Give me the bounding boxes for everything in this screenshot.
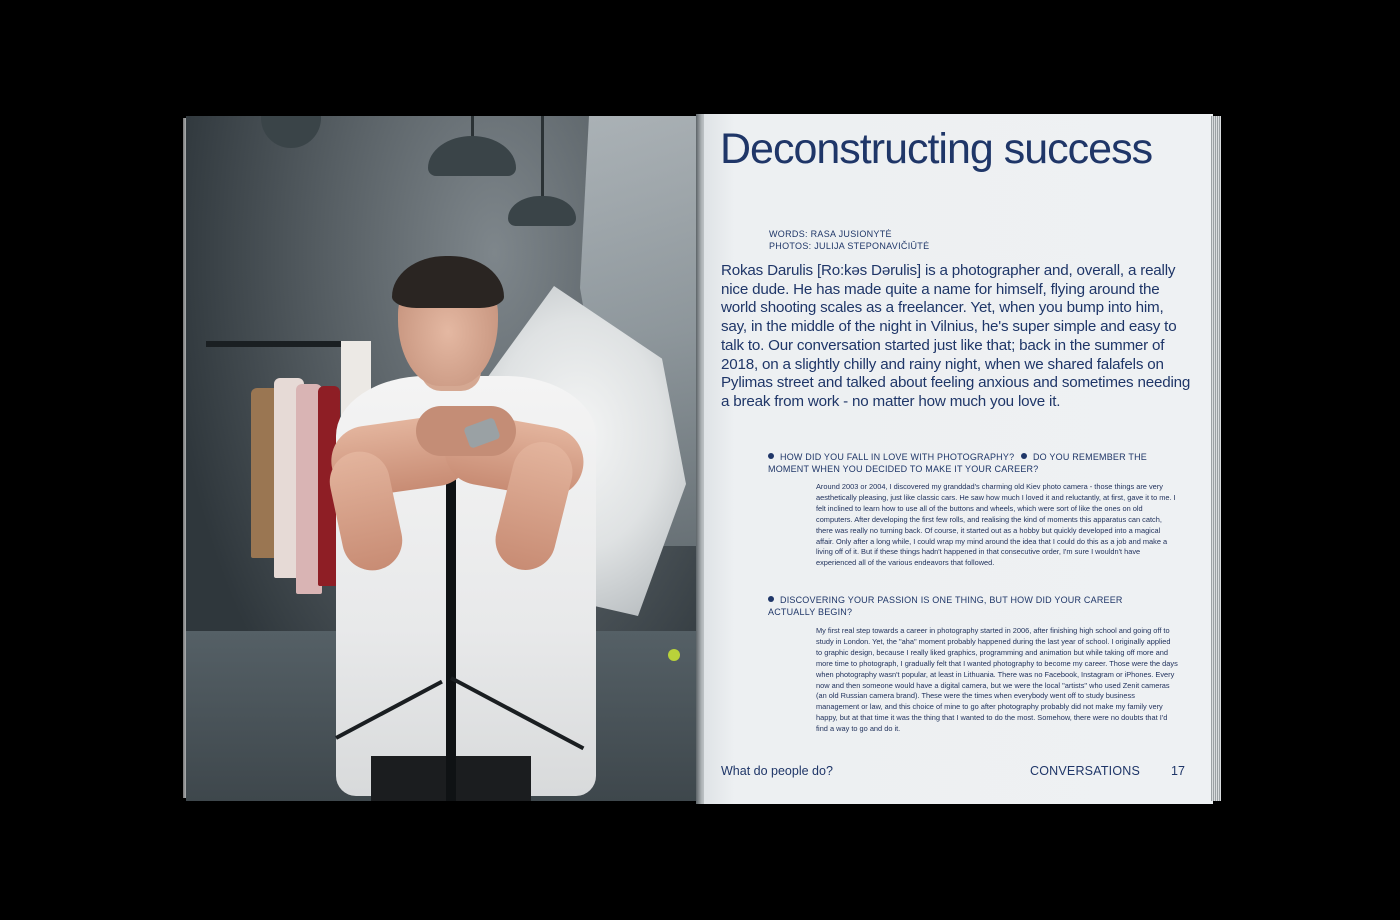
credit-photos: PHOTOS: JULIJA STEPONAVIČIŪTĖ [769,241,930,251]
article-headline: Deconstructing success [720,125,1153,173]
portrait-photo [186,116,700,801]
bullet-dot-icon [768,596,774,602]
credit-words: WORDS: RASA JUSIONYTĖ [769,229,892,239]
question-text: DO YOU REMEMBER THE MOMENT WHEN YOU DECIDED TO MAKE IT YOUR CAREER? [768,452,1147,474]
article-page [704,114,1213,804]
question-text: HOW DID YOU FALL IN LOVE WITH PHOTOGRAPHY? [780,452,1015,462]
tennis-ball [668,649,680,661]
question-text: DISCOVERING YOUR PASSION IS ONE THING, BUT HOW DID YOUR CAREER ACTUALLY BEGIN? [768,595,1123,617]
lamp-cord [541,116,544,198]
bullet-dot-icon [768,453,774,459]
bullet-dot-icon [1021,453,1027,459]
interview-question [768,594,1148,618]
footer-publication: What do people do? [721,764,833,778]
lamp-cord [471,116,474,138]
page-stack-edge [1211,116,1221,801]
interview-answer: My first real step towards a career in photography started in 2006, after finishing high school and going off to study in London. Yet, the "aha" moment probably happened during the last year of school. I originally applied to graphic design, because I really liked graphics, programming and animation but while taking off more and more time to photograph, I gradually felt that I wanted photography to become my career. Those were the days when photography wasn't popular, at least in Lithuania. There was no Facebook, Instagram or iPhones. Every now and then someone would have a digital camera, but we were the local "artists" who used Zenit cameras (an old Russian camera brand). These were the times when everybody went off to study business management or law, and this choice of mine to go after photography probably did not make my family very happy, but at that time it was the thing that I wanted to do the most. Somehow, there were no doubts that I'd find a way to go and do it. [816,626,1178,734]
article-lede: Rokas Darulis [Ro:kəs Dərulis] is a photographer and, overall, a really nice dude. He has made quite a name for himself, flying around the world shooting scales as a freelancer. Yet, when you bump into him, say, in the middle of the night in Vilnius, he's super simple and easy to talk to. Our conversation started just like that; back in the summer of 2018, on a slightly chilly and rainy night, when we shared falafels on Pylimas street and talked about feeling anxious and sometimes needing a break from work - no matter how much you love it. [721,262,1191,410]
interview-question [768,451,1148,475]
article-credits [769,228,929,252]
interview-answer: Around 2003 or 2004, I discovered my granddad's charming old Kiev photo camera - those things are very aesthetically pleasing, just like classic cars. He saw how much I loved it and reluctantly, at first, gave it to me. I felt inclined to learn how to use all of the buttons and wheels, which were sort of like the ones on old computers. After developing the first few rolls, and realising the kind of moments this apparatus can catch, there was really no turning back. Of course, it started out as a hobby but quickly developed into a magical affair. Only after a long while, I could wrap my mind around the idea that I could do this as a job and make a living off of it. But if these things hadn't happened in that consecutive order, I'm sure I wouldn't have experienced all of the various endeavors that followed. [816,482,1176,568]
light-stand [446,456,456,801]
footer-section: CONVERSATIONS [1030,764,1141,778]
page-number: 17 [1171,764,1185,778]
